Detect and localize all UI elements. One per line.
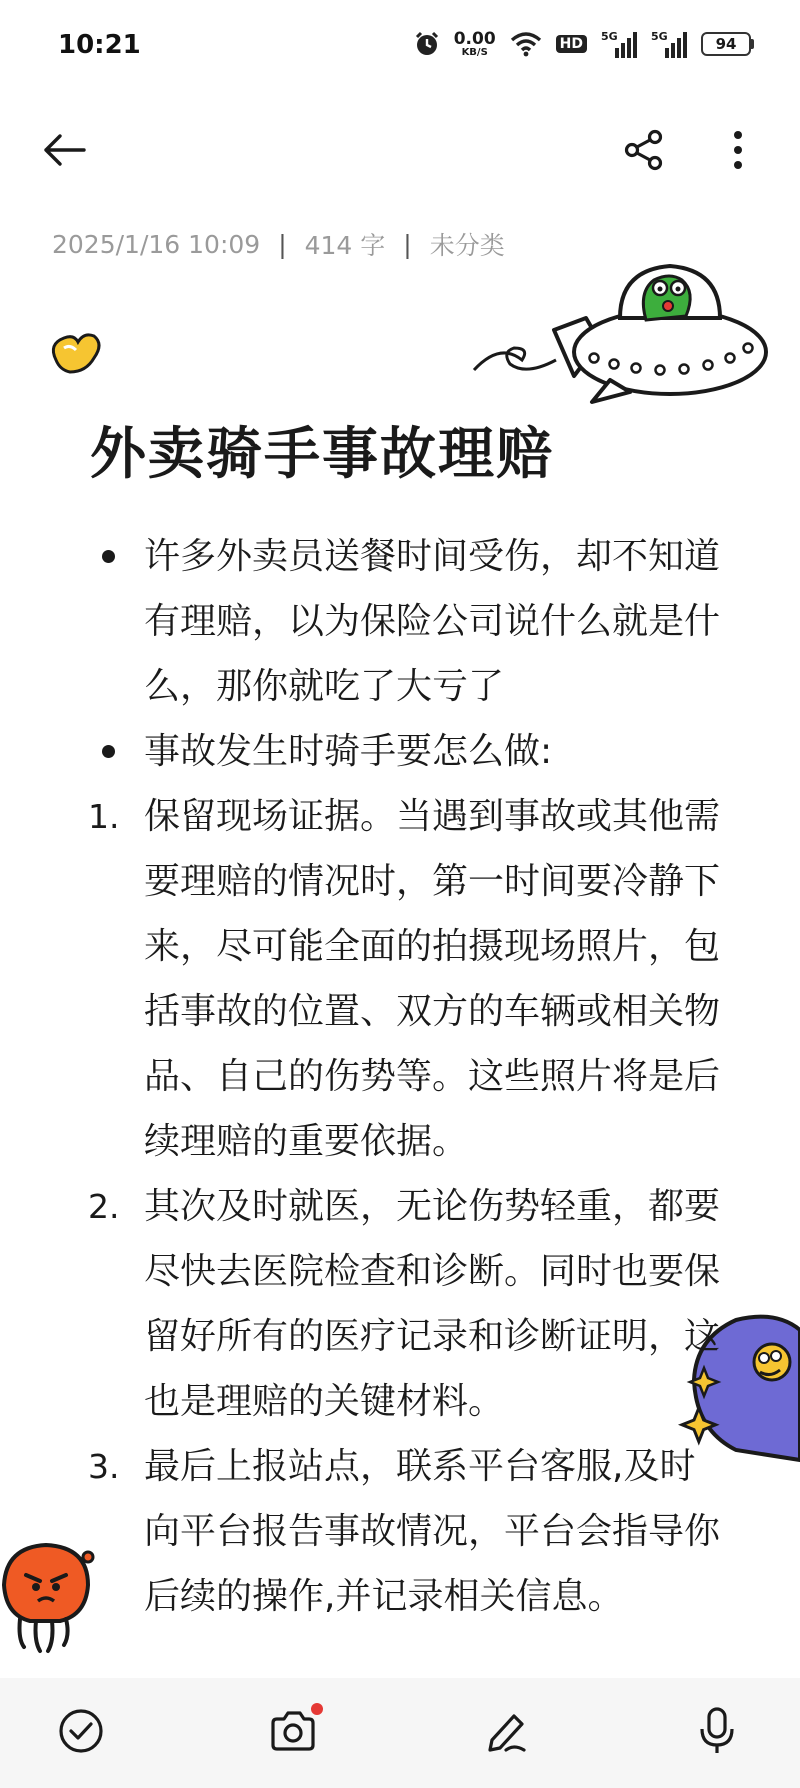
check-circle-icon — [58, 1708, 104, 1758]
share-button[interactable] — [616, 124, 672, 180]
battery-icon — [701, 32, 754, 56]
arrow-left-icon — [42, 133, 86, 171]
bullet-marker — [102, 550, 115, 563]
back-button[interactable] — [38, 126, 90, 178]
angry-octopus-sticker-icon — [0, 1535, 96, 1659]
bullet-marker — [102, 745, 115, 758]
pen-icon — [484, 1708, 530, 1758]
camera-button[interactable] — [248, 1678, 338, 1788]
numbered-item[interactable] — [88, 1434, 724, 1629]
note-title[interactable]: 外卖骑手事故理赔 — [90, 422, 554, 487]
number-marker: 2. — [88, 1187, 120, 1226]
pen-button[interactable] — [462, 1678, 552, 1788]
numbered-item[interactable] — [88, 1174, 724, 1434]
bean-sticker-icon — [48, 330, 102, 380]
bullet-item-text: 许多外卖员送餐时间受伤，却不知道有理赔，以为保险公司说什么就是什么，那你就吃了大亏了 — [144, 536, 721, 707]
camera-icon — [269, 1709, 317, 1757]
note-meta — [52, 226, 505, 262]
bullet-item[interactable] — [88, 524, 724, 719]
wifi-icon — [510, 31, 542, 57]
share-icon — [623, 129, 665, 175]
numbered-item-text: 最后上报站点，联系平台客服,及时向平台报告事故情况，平台会指导你后续的操作,并记录相关信息。 — [144, 1446, 721, 1617]
bullet-item-text: 事故发生时骑手要怎么做: — [144, 731, 553, 772]
more-options-button[interactable] — [718, 124, 758, 180]
numbered-item-text: 其次及时就医，无论伤势轻重，都要尽快去医院检查和诊断。同时也要保留好所有的医疗记录和诊断证明，这也是理赔的关键材料。 — [144, 1186, 721, 1422]
number-marker: 1. — [88, 797, 120, 836]
hd-badge: HD — [556, 35, 587, 53]
note-category[interactable]: 未分类 — [429, 231, 505, 260]
bottom-toolbar — [0, 1678, 800, 1788]
camera-notification-dot — [311, 1703, 323, 1715]
ufo-dinosaur-sticker-icon — [470, 252, 770, 416]
signal-sim1-icon: 5G — [601, 30, 637, 58]
number-marker: 3. — [88, 1447, 120, 1486]
meta-separator: | — [278, 229, 287, 259]
numbered-item[interactable] — [88, 784, 724, 1174]
note-word-count: 414 字 — [304, 231, 386, 260]
battery-level: 94 — [701, 32, 751, 56]
more-vertical-icon — [733, 130, 743, 174]
status-icons — [414, 30, 754, 58]
bullet-item[interactable] — [88, 719, 724, 784]
alarm-icon — [414, 31, 440, 57]
checklist-button[interactable] — [36, 1678, 126, 1788]
signal-sim2-icon: 5G — [651, 30, 687, 58]
status-time: 10:21 — [58, 30, 141, 60]
network-speed: 0.00 KB/S — [453, 28, 496, 58]
note-body[interactable] — [88, 524, 724, 1617]
voice-input-button[interactable] — [672, 1678, 762, 1788]
numbered-item-text: 保留现场证据。当遇到事故或其他需要理赔的情况时，第一时间要冷静下来，尽可能全面的拍摄现场照片，包括事故的位置、双方的车辆或相关物品、自己的伤势等。这些照片将是后续理赔的重要依据。 — [144, 796, 721, 1162]
status-bar — [0, 0, 800, 96]
note-datetime: 2025/1/16 10:09 — [52, 229, 261, 259]
meta-separator: | — [403, 229, 412, 259]
microphone-icon — [697, 1707, 737, 1759]
